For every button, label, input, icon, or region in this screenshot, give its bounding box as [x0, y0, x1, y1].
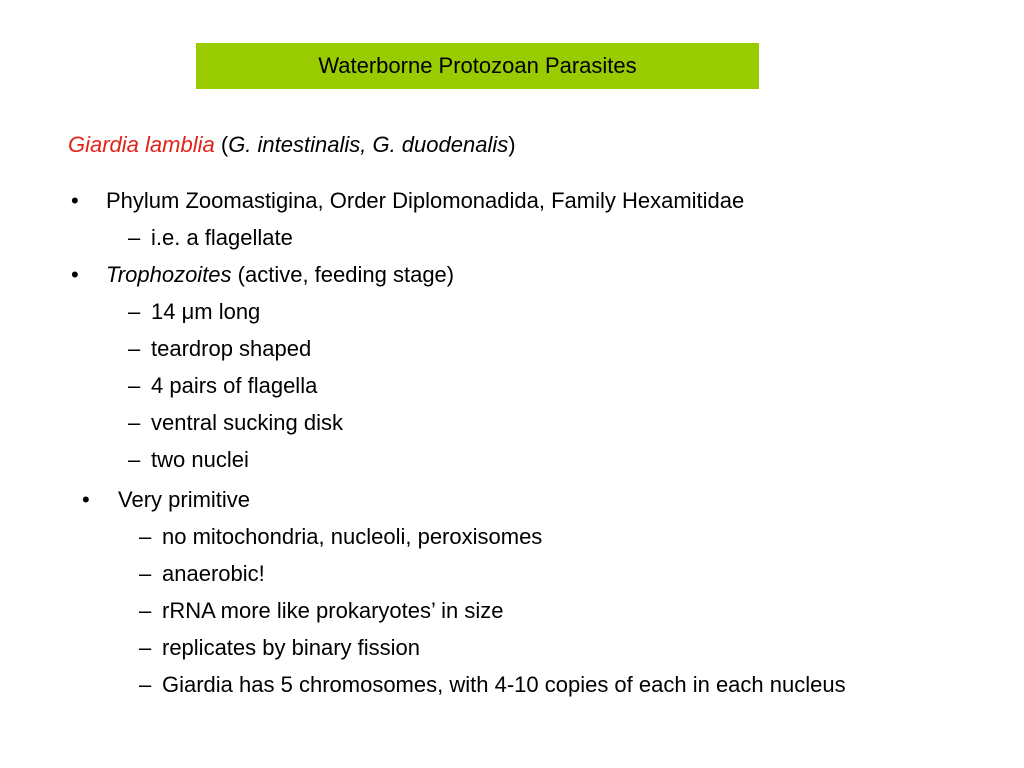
- trophozoites-term: Trophozoites: [106, 262, 232, 287]
- dash-icon: –: [139, 524, 152, 549]
- slide-title-banner: [196, 43, 759, 89]
- sub-item-organelles: no mitochondria, nucleoli, peroxisomes: [162, 524, 543, 549]
- species-name: Giardia lamblia: [68, 132, 215, 157]
- dash-icon: –: [139, 561, 152, 586]
- species-heading: [68, 132, 516, 158]
- dash-icon: –: [139, 598, 152, 623]
- sub-item-chromosomes: Giardia has 5 chromosomes, with 4-10 copies of each in each nucleus: [162, 672, 846, 697]
- sub-item-rrna: rRNA more like prokaryotes’ in size: [162, 598, 504, 623]
- sub-item-nuclei: two nuclei: [151, 447, 249, 472]
- dash-icon: –: [128, 336, 141, 361]
- bullet-icon: •: [82, 487, 90, 512]
- bullet-trophozoites: [106, 262, 454, 288]
- sub-item-anaerobic: anaerobic!: [162, 561, 265, 586]
- bullet-icon: •: [71, 262, 79, 287]
- sub-item-flagellate: i.e. a flagellate: [151, 225, 293, 250]
- dash-icon: –: [128, 299, 141, 324]
- dash-icon: –: [128, 225, 141, 250]
- slide-title: Waterborne Protozoan Parasites: [318, 53, 637, 78]
- dash-icon: –: [139, 635, 152, 660]
- dash-icon: –: [139, 672, 152, 697]
- sub-item-flagella: 4 pairs of flagella: [151, 373, 318, 398]
- dash-icon: –: [128, 373, 141, 398]
- trophozoites-desc: (active, feeding stage): [231, 262, 455, 287]
- species-synonyms: G. intestinalis, G. duodenalis: [228, 132, 509, 157]
- bullet-primitive: Very primitive: [118, 487, 251, 512]
- sub-item-size: 14 μm long: [151, 299, 261, 324]
- sub-item-disk: ventral sucking disk: [151, 410, 343, 435]
- dash-icon: –: [128, 410, 141, 435]
- dash-icon: –: [128, 447, 141, 472]
- paren-close: ): [508, 132, 516, 157]
- sub-item-fission: replicates by binary fission: [162, 635, 421, 660]
- paren-open: (: [214, 132, 229, 157]
- bullet-icon: •: [71, 188, 79, 213]
- bullet-taxonomy: Phylum Zoomastigina, Order Diplomonadida, Family Hexamitidae: [106, 188, 745, 213]
- sub-item-shape: teardrop shaped: [151, 336, 312, 361]
